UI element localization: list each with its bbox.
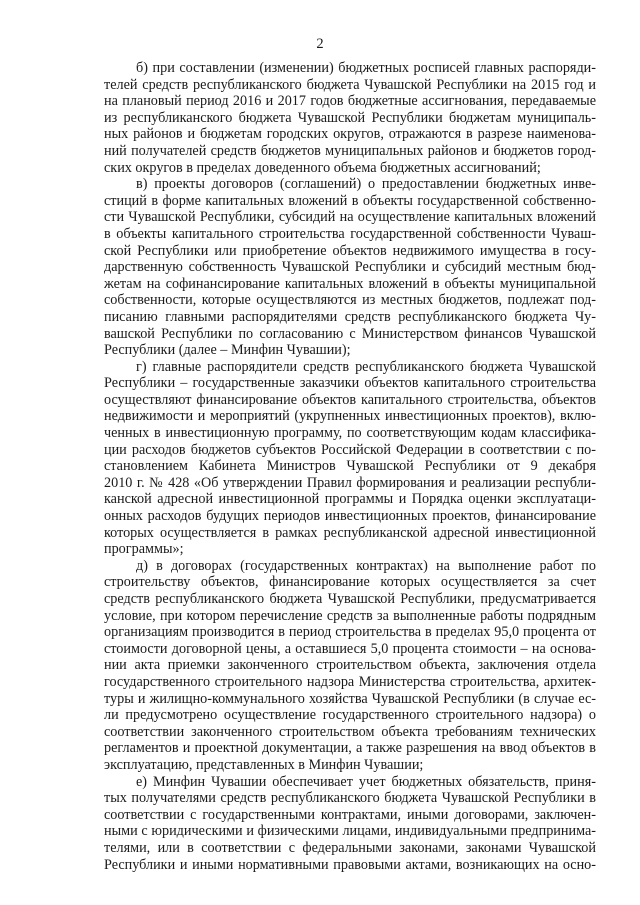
text-line: в объекты капитального строительства государственной собственности Чуваш- bbox=[104, 225, 596, 242]
text-line: соответствии законченного строительством объекта требованиям технических bbox=[104, 723, 596, 740]
text-line: писанию главными распорядителями средств республиканского бюджета Чу- bbox=[104, 308, 596, 325]
text-line: телей средств республиканского бюджета Чувашской Республики на 2015 год и bbox=[104, 76, 596, 93]
text-line: нии акта приемки законченного строительством объекта, заключения отдела bbox=[104, 657, 596, 674]
text-line: Республики (далее – Минфин Чувашии); bbox=[104, 342, 351, 359]
text-line: государственного строительного надзора Министерства строительства, архитек- bbox=[104, 673, 596, 690]
paragraph-g bbox=[104, 359, 596, 558]
text-line: на плановый период 2016 и 2017 годов бюджетные ассигнования, передаваемые bbox=[104, 93, 596, 110]
text-line: 2010 г. № 428 «Об утверждении Правил формирования и реализации республи- bbox=[104, 474, 596, 491]
text-line: средств республиканского бюджета Чувашской Республики, предусматривается bbox=[104, 591, 596, 607]
text-line: ских округов в пределах доведенного объема бюджетных ассигнований; bbox=[104, 159, 541, 176]
text-line: недвижимости и мероприятий (укрупненных инвестиционных проектов), вклю- bbox=[104, 408, 596, 425]
text-line: эксплуатацию, представленных в Минфин Чувашии; bbox=[104, 756, 424, 773]
text-line: ли предусмотрено осуществление государственного строительного надзора) о bbox=[104, 707, 596, 724]
document-body bbox=[104, 60, 596, 873]
text-line: из республиканского бюджета Чувашской Республики бюджетам муниципаль- bbox=[104, 109, 596, 126]
text-line: е) Минфин Чувашии обеспечивает учет бюджетных обязательств, приня- bbox=[136, 773, 596, 790]
text-line: условие, при котором перечисление средств за выполненные работы подрядным bbox=[104, 607, 596, 624]
paragraph-d bbox=[104, 558, 596, 774]
text-line: Республики и иными нормативными правовыми актами, возникающих на осно- bbox=[104, 856, 596, 873]
text-line: ченных в инвестиционную программу, по соответствующим кодам классифика- bbox=[104, 425, 596, 442]
text-line: д) в договорах (государственных контрактах) на выполнение работ по bbox=[136, 557, 596, 574]
text-line: программы»; bbox=[104, 541, 184, 558]
text-line: ными с юридическими и физическими лицами, индивидуальными предпринима- bbox=[104, 823, 596, 840]
text-line: соответствии с государственными контрактами, иными договорами, заключен- bbox=[104, 806, 596, 823]
text-line: б) при составлении (изменении) бюджетных росписей главных распоряди- bbox=[136, 60, 596, 76]
paragraph-v bbox=[104, 176, 596, 359]
text-line: ской Республики или приобретение объектов недвижимого имущества в госу- bbox=[104, 242, 596, 259]
text-line: Республики – государственные заказчики объектов капитального строительства bbox=[104, 375, 596, 392]
text-line: дарственную собственность Чувашской Республики и субсидий местным бюд- bbox=[104, 259, 596, 276]
text-line: собственности, которые осуществляются из местных бюджетов, подлежат под- bbox=[104, 292, 596, 309]
text-line: строительству объектов, финансирование которых осуществляется за счет bbox=[104, 574, 596, 591]
text-line: жетам на софинансирование капитальных вложений в объекты муниципальной bbox=[104, 275, 596, 292]
text-line: которых осуществляется в рамках республиканской адресной инвестиционной bbox=[104, 524, 596, 541]
text-line: стоимости договорной цены, а оставшиеся 5,0 процента стоимости – на основа- bbox=[104, 640, 596, 657]
text-line: ний получателей средств бюджетов муниципальных районов и бюджетов город- bbox=[104, 142, 596, 159]
text-line: туры и жилищно-коммунального хозяйства Чувашской Республики (в случае ес- bbox=[104, 690, 596, 707]
text-line: телями, или в соответствии с федеральными законами, законами Чувашской bbox=[104, 839, 596, 856]
text-line: онных расходов будущих периодов инвестиционных проектов, финансирование bbox=[104, 508, 596, 525]
text-line: ных районов и бюджетам городских округов, отражаются в разрезе наименова- bbox=[104, 126, 596, 143]
text-line: г) главные распорядители средств республиканского бюджета Чувашской bbox=[136, 358, 596, 375]
page-number: 2 bbox=[316, 36, 324, 52]
text-line: становлением Кабинета Министров Чувашской Республики от 9 декабря bbox=[104, 458, 596, 475]
paragraph-b bbox=[104, 60, 596, 176]
paragraph-e bbox=[104, 774, 596, 874]
text-line: организациям производится в период строительства в пределах 95,0 процента от bbox=[104, 624, 596, 641]
text-line: в) проекты договоров (соглашений) о предоставлении бюджетных инве- bbox=[136, 176, 596, 193]
text-line: канской адресной инвестиционной программы и Порядка оценки эксплуатаци- bbox=[104, 491, 596, 508]
text-line: вашской Республики по согласованию с Министерством финансов Чувашской bbox=[104, 325, 596, 342]
text-line: ции расходов бюджетов субъектов Российской Федерации в соответствии с по- bbox=[104, 441, 596, 458]
text-line: регламентов и проектной документации, а также разрешения на ввод объектов в bbox=[104, 740, 596, 757]
text-line: стиций в форме капитальных вложений в объекты государственной собственно- bbox=[104, 192, 596, 209]
text-line: тых получателями средств республиканского бюджета Чувашской Республики в bbox=[104, 790, 596, 807]
text-line: осуществляют финансирование объектов капитального строительства, объектов bbox=[104, 391, 596, 408]
text-line: сти Чувашской Республики, субсидий на осуществление капитальных вложений bbox=[104, 209, 596, 226]
